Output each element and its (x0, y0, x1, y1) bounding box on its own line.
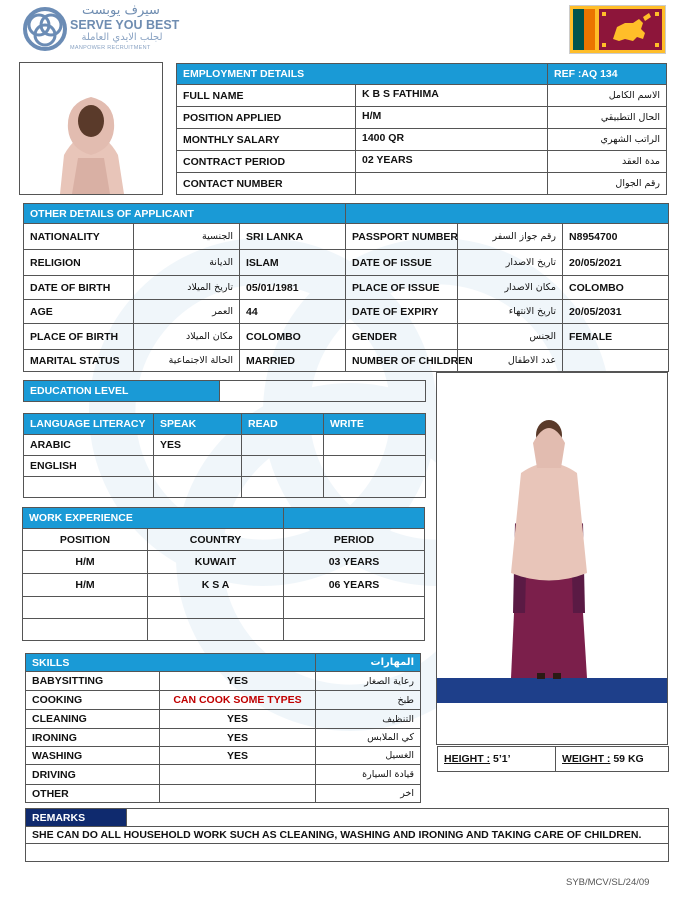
skill-arabic-name: التنظيف (316, 710, 421, 729)
measurements-table (437, 746, 669, 772)
full-name-arabic-label: الاسم الكامل (548, 85, 667, 107)
company-logo (22, 4, 192, 56)
religion-value: ISLAM (240, 250, 346, 276)
nationality-value: SRI LANKA (240, 224, 346, 250)
skill-arabic-name: الغسيل (316, 747, 421, 765)
marital-status-value: MARRIED (240, 350, 346, 372)
weight-label: WEIGHT : (562, 753, 611, 765)
work-position (23, 619, 148, 641)
work-country: K S A (148, 574, 284, 597)
skill-arabic-name: اخر (316, 785, 421, 803)
monthly-salary-arabic-label: الراتب الشهري (548, 129, 667, 151)
monthly-salary-label: MONTHLY SALARY (177, 129, 356, 151)
date-of-birth-arabic-label: تاريخ الميلاد (134, 276, 240, 300)
skill-name: IRONING (26, 729, 160, 747)
language-speak (154, 477, 242, 498)
contract-period-value: 02 YEARS (356, 151, 548, 173)
lion-icon (599, 9, 662, 50)
language-write (324, 456, 426, 477)
remarks-header: REMARKS (26, 809, 127, 827)
date-of-expiry-label: DATE OF EXPIRY (346, 300, 458, 324)
language-read (242, 477, 324, 498)
education-level-value (220, 381, 426, 402)
religion-label: RELIGION (24, 250, 134, 276)
language-speak: YES (154, 435, 242, 456)
document-code: SYB/MCV/SL/24/09 (566, 877, 650, 888)
education-level-header: EDUCATION LEVEL (24, 381, 220, 402)
nationality-arabic-label: الجنسية (134, 224, 240, 250)
work-position: H/M (23, 574, 148, 597)
position-column-header: POSITION (23, 529, 148, 551)
passport-number-label: PASSPORT NUMBER (346, 224, 458, 250)
language-literacy-header: LANGUAGE LITERACY (24, 414, 154, 435)
skill-name: OTHER (26, 785, 160, 803)
language-speak (154, 456, 242, 477)
contact-number-value (356, 173, 548, 195)
skill-value: CAN COOK SOME TYPES (160, 691, 316, 710)
full-name-value: K B S FATHIMA (356, 85, 548, 107)
weight-cell (556, 747, 669, 772)
work-experience-table (22, 507, 425, 641)
language-read (242, 435, 324, 456)
place-of-issue-value: COLOMBO (563, 276, 669, 300)
reference-number: REF :AQ 134 (548, 64, 667, 85)
skills-arabic-header: المهارات (316, 654, 421, 672)
speak-header: SPEAK (154, 414, 242, 435)
language-name (24, 477, 154, 498)
date-of-birth-label: DATE OF BIRTH (24, 276, 134, 300)
marital-status-arabic-label: الحالة الاجتماعية (134, 350, 240, 372)
applicant-full-body-photo (436, 372, 668, 745)
logo-english-name: SERVE YOU BEST (70, 18, 180, 32)
contract-period-arabic-label: مدة العقد (548, 151, 667, 173)
country-column-header: COUNTRY (148, 529, 284, 551)
work-period: 06 YEARS (284, 574, 425, 597)
age-arabic-label: العمر (134, 300, 240, 324)
work-period (284, 619, 425, 641)
skill-value: YES (160, 672, 316, 691)
position-applied-value: H/M (356, 107, 548, 129)
age-label: AGE (24, 300, 134, 324)
skill-value (160, 785, 316, 803)
applicant-portrait-photo (19, 62, 163, 195)
marital-status-label: MARITAL STATUS (24, 350, 134, 372)
work-position: H/M (23, 551, 148, 574)
education-level-table (23, 380, 426, 402)
gender-arabic-label: الجنس (458, 324, 563, 350)
date-of-issue-label: DATE OF ISSUE (346, 250, 458, 276)
logo-arabic-name: سيرف يوبست (82, 3, 160, 18)
work-country: KUWAIT (148, 551, 284, 574)
position-applied-arabic-label: الحال التطبيقي (548, 107, 667, 129)
language-name: ENGLISH (24, 456, 154, 477)
remarks-table (25, 808, 669, 862)
language-read (242, 456, 324, 477)
sri-lanka-flag (569, 5, 666, 54)
language-literacy-table (23, 413, 426, 498)
height-label: HEIGHT : (444, 753, 491, 765)
skill-name: BABYSITTING (26, 672, 160, 691)
work-country (148, 597, 284, 619)
passport-number-value: N8954700 (563, 224, 669, 250)
place-of-birth-arabic-label: مكان الميلاد (134, 324, 240, 350)
language-write (324, 435, 426, 456)
logo-tagline: MANPOWER RECRUITMENT (70, 45, 151, 51)
language-write (324, 477, 426, 498)
work-experience-header: WORK EXPERIENCE (23, 508, 284, 529)
passport-number-arabic-label: رقم جواز السفر (458, 224, 563, 250)
write-header: WRITE (324, 414, 426, 435)
skill-name: CLEANING (26, 710, 160, 729)
other-details-table (23, 203, 669, 372)
other-details-header: OTHER DETAILS OF APPLICANT (24, 204, 346, 224)
contact-number-label: CONTACT NUMBER (177, 173, 356, 195)
skill-arabic-name: رعاية الصغار (316, 672, 421, 691)
religion-arabic-label: الديانة (134, 250, 240, 276)
date-of-issue-value: 20/05/2021 (563, 250, 669, 276)
work-position (23, 597, 148, 619)
language-name: ARABIC (24, 435, 154, 456)
date-of-expiry-arabic-label: تاريخ الانتهاء (458, 300, 563, 324)
work-period: 03 YEARS (284, 551, 425, 574)
number-of-children-label: NUMBER OF CHILDREN (346, 350, 458, 372)
place-of-issue-label: PLACE OF ISSUE (346, 276, 458, 300)
number-of-children-arabic-label: عدد الاطفال (458, 350, 563, 372)
number-of-children-value (563, 350, 669, 372)
employment-details-header: EMPLOYMENT DETAILS (177, 64, 548, 85)
date-of-expiry-value: 20/05/2031 (563, 300, 669, 324)
gender-label: GENDER (346, 324, 458, 350)
monthly-salary-value: 1400 QR (356, 129, 548, 151)
nationality-label: NATIONALITY (24, 224, 134, 250)
company-logo-icon (22, 6, 68, 52)
skill-name: DRIVING (26, 765, 160, 785)
place-of-birth-value: COLOMBO (240, 324, 346, 350)
work-country (148, 619, 284, 641)
skill-arabic-name: كي الملابس (316, 729, 421, 747)
employment-details-table (176, 63, 667, 195)
position-applied-label: POSITION APPLIED (177, 107, 356, 129)
skill-value: YES (160, 747, 316, 765)
skills-header: SKILLS (26, 654, 316, 672)
skill-name: COOKING (26, 691, 160, 710)
logo-arabic-tagline: لجلب الايدي العاملة (81, 32, 163, 43)
gender-value: FEMALE (563, 324, 669, 350)
skill-value (160, 765, 316, 785)
skill-name: WASHING (26, 747, 160, 765)
contact-number-arabic-label: رقم الجوال (548, 173, 667, 195)
place-of-issue-arabic-label: مكان الاصدار (458, 276, 563, 300)
skill-arabic-name: قيادة السيارة (316, 765, 421, 785)
period-column-header: PERIOD (284, 529, 425, 551)
skills-table (25, 653, 421, 803)
weight-value: 59 KG (613, 753, 644, 765)
remarks-text: SHE CAN DO ALL HOUSEHOLD WORK SUCH AS CLEANING, WASHING AND IRONING AND TAKING CARE OF CHILDREN. (26, 827, 669, 844)
contract-period-label: CONTRACT PERIOD (177, 151, 356, 173)
full-name-label: FULL NAME (177, 85, 356, 107)
skill-value: YES (160, 710, 316, 729)
date-of-issue-arabic-label: تاريخ الاصدار (458, 250, 563, 276)
height-cell (438, 747, 556, 772)
work-period (284, 597, 425, 619)
age-value: 44 (240, 300, 346, 324)
skill-value: YES (160, 729, 316, 747)
date-of-birth-value: 05/01/1981 (240, 276, 346, 300)
read-header: READ (242, 414, 324, 435)
height-value: 5’1’ (493, 753, 511, 765)
place-of-birth-label: PLACE OF BIRTH (24, 324, 134, 350)
skill-arabic-name: طبخ (316, 691, 421, 710)
